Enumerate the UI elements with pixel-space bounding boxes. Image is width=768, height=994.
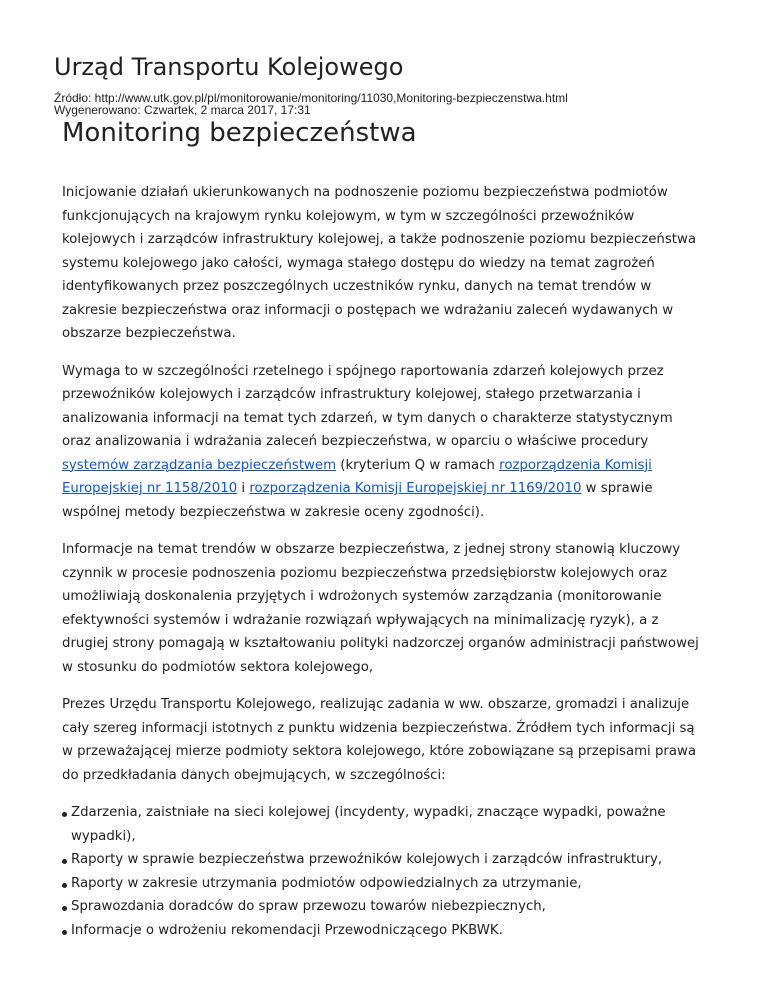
bullet-icon [62, 859, 67, 864]
link-safety-management-systems[interactable]: systemów zarządzania bezpieczeństwem [62, 457, 337, 473]
page-title: Monitoring bezpieczeństwa [62, 118, 417, 148]
list-item [62, 872, 702, 896]
paragraph-2-text-c: i [237, 481, 250, 496]
data-sources-list [62, 801, 702, 942]
list-item [62, 801, 702, 848]
list-item [62, 919, 702, 943]
bullet-icon [62, 930, 67, 935]
paragraph-1: Inicjowanie działań ukierunkowanych na podnoszenie poziomu bezpieczeństwa podmiotów funkcjonujących na krajowym rynku kolejowym, w tym w szczególności przewoźników kolejowych i zarządców infrastruktury kolejowej, a także podnoszenie poziomu bezpieczeństwa systemu kolejowego jako całości, wymaga stałego dostępu do wiedzy na temat zagrożeń identyfikowanych przez poszczególnych uczestników rynku, danych na temat trendów w zakresie bezpieczeństwa oraz informacji o postępach we wdrażaniu zaleceń wydawanych w obszarze bezpieczeństwa. [62, 185, 697, 341]
link-regulation-1158-2010[interactable]: rozporządzenia Komisji Europejskiej nr 1158/2010 [62, 457, 652, 496]
bullet-icon [62, 883, 67, 888]
paragraph-3: Informacje na temat trendów w obszarze bezpieczeństwa, z jednej strony stanowią kluczowy czynnik w procesie podnoszenia poziomu bezpieczeństwa przedsiębiorstw kolejowych oraz umożliwiają doskonalenia przyjętych i wdrożonych systemów zarządzania (monitorowanie efektywności systemów i wdrażanie rozwiązań wpływających na minimalizację ryzyk), a z drugiej strony pomagają w kształtowaniu polityki nadzorczej organów administracji państwowej w stosunku do podmiotów sektora kolejowego, [62, 542, 699, 675]
paragraph-2 [62, 360, 702, 525]
paragraph-2-text-d: w sprawie wspólnej metody bezpieczeństwa w zakresie oceny zgodności). [62, 481, 653, 520]
link-regulation-1169-2010[interactable]: rozporządzenia Komisji Europejskiej nr 1169/2010 [249, 481, 582, 496]
bullet-icon [62, 812, 67, 817]
generated-date-line: Wygenerowano: Czwartek, 2 marca 2017, 17:31 [54, 103, 311, 117]
paragraph-4: Prezes Urzędu Transportu Kolejowego, realizując zadania w ww. obszarze, gromadzi i analizuje cały szereg informacji istotnych z punktu widzenia bezpieczeństwa. Źródłem tych informacji są w przeważającej mierze podmioty sektora kolejowego, które zobowiązane są przepisami prawa do przedkładania danych obejmujących, w szczególności: [62, 697, 697, 783]
paragraph-2-text-b: (kryterium Q w ramach [336, 457, 500, 473]
print-metadata [54, 92, 568, 116]
site-title: Urząd Transportu Kolejowego [54, 53, 404, 81]
list-item-text: Raporty w sprawie bezpieczeństwa przewoźników kolejowych i zarządców infrastruktury, [71, 852, 663, 867]
list-item-text: Zdarzenia, zaistniałe na sieci kolejowej (incydenty, wypadki, znaczące wypadki, poważne wypadki), [71, 805, 666, 844]
source-url-line: Źródło: http://www.utk.gov.pl/pl/monitorowanie/monitoring/11030,Monitoring-bezpieczenstwa.html [54, 91, 568, 105]
list-item-text: Informacje o wdrożeniu rekomendacji Przewodniczącego PKBWK. [71, 922, 503, 938]
bullet-icon [62, 906, 67, 911]
list-item [62, 848, 702, 872]
paragraph-2-text-a: Wymaga to w szczególności rzetelnego i spójnego raportowania zdarzeń kolejowych przez przewoźników kolejowych i zarządców infrastruktury kolejowej, stałego przetwarzania i analizowania informacji na temat tych zdarzeń, w tym danych o charakterze statystycznym oraz analizowania i wdrażania zaleceń bezpieczeństwa, w oparciu o właściwe procedury [62, 363, 673, 449]
list-item [62, 895, 702, 919]
article-body [62, 181, 702, 942]
list-item-text: Sprawozdania doradców do spraw przewozu towarów niebezpiecznych, [71, 899, 546, 914]
list-item-text: Raporty w zakresie utrzymania podmiotów odpowiedzialnych za utrzymanie, [71, 875, 582, 891]
